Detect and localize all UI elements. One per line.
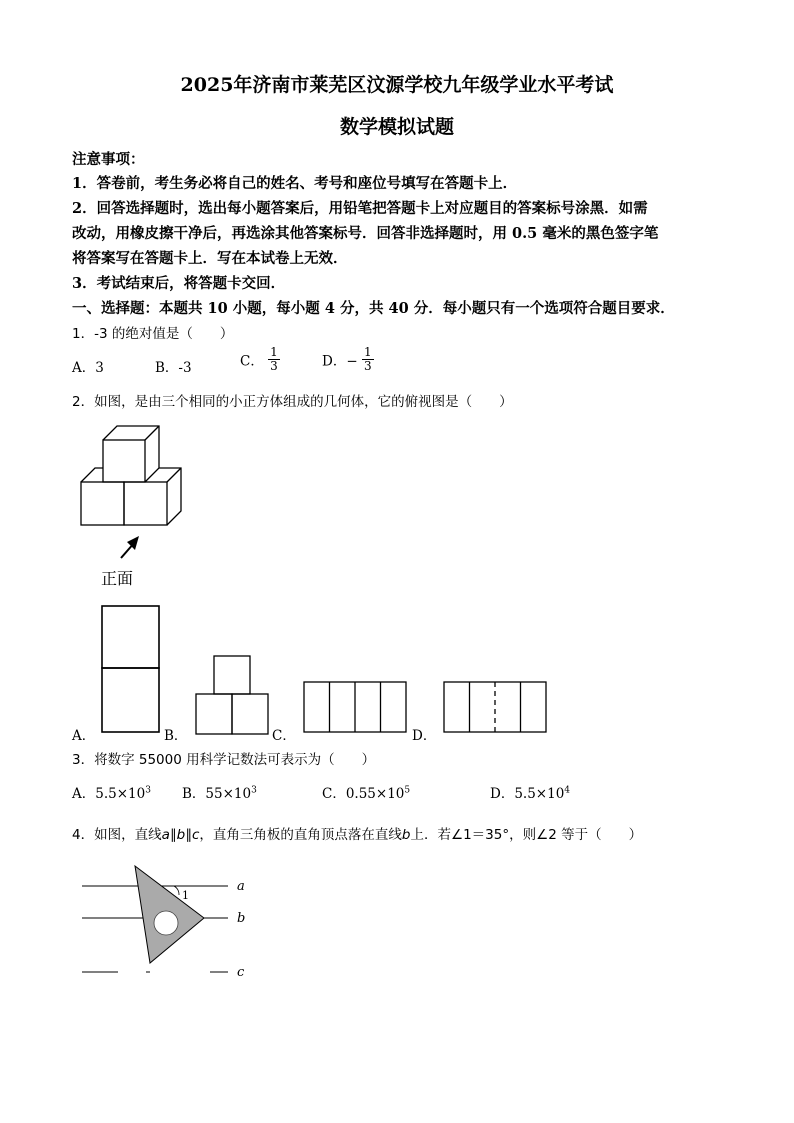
question-1-option-a: A．3 bbox=[72, 360, 104, 376]
question-3-stem: 3．将数字 55000 用科学记数法可表示为（ ） bbox=[72, 752, 376, 768]
line-b-symbol: b bbox=[176, 827, 186, 843]
option-c-base: C．0.55×10 bbox=[322, 786, 405, 802]
question-2-option-c: C． bbox=[272, 728, 296, 744]
option-a-base: A．5.5×10 bbox=[72, 786, 146, 802]
option-b-exponent: 3 bbox=[251, 785, 257, 796]
exam-subtitle: 数学模拟试题 bbox=[339, 116, 454, 138]
fraction-d bbox=[362, 346, 374, 373]
note-item-1: 1．答卷前，考生务必将自己的姓名、考号和座位号填写在答题卡上． bbox=[72, 175, 518, 192]
fraction-c-numerator: 1 bbox=[270, 345, 278, 359]
fraction-c bbox=[268, 346, 280, 373]
option-d-exponent: 4 bbox=[564, 785, 571, 796]
option-d-figure bbox=[442, 680, 550, 735]
note-item-2-line-3: 将答案写在答题卡上．写在本试卷上无效． bbox=[72, 250, 348, 267]
question-1-stem: 1．-3 的绝对值是（ ） bbox=[72, 326, 234, 342]
parallel-symbol-1: ∥ bbox=[169, 827, 177, 843]
note-item-3: 3．考试结束后，将答题卡交回． bbox=[72, 275, 286, 292]
fraction-d-numerator: 1 bbox=[363, 345, 372, 359]
option-b-figure bbox=[193, 655, 271, 735]
option-b-base: B．55×10 bbox=[182, 786, 252, 802]
question-3-option-b bbox=[182, 782, 257, 802]
section-1-heading: 一、选择题：本题共 10 小题，每小题 4 分，共 40 分．每小题只有一个选项符合题目要求． bbox=[72, 300, 675, 317]
question-3-option-d bbox=[490, 782, 570, 802]
stem-text-3: 上．若∠1＝35°，则∠2 等于（ ） bbox=[410, 827, 643, 843]
option-c-figure bbox=[302, 680, 410, 735]
fraction-d-denominator: 3 bbox=[363, 359, 372, 373]
parallel-lines-triangle-figure bbox=[78, 860, 268, 990]
arrow-icon bbox=[121, 536, 139, 558]
question-1-option-c bbox=[240, 346, 280, 373]
fraction-c-denominator: 3 bbox=[270, 359, 278, 373]
stem-text-1: 4．如图，直线 bbox=[72, 827, 162, 843]
question-2-option-a: A． bbox=[72, 728, 96, 744]
question-4-stem bbox=[72, 823, 642, 843]
option-d-base: D．5.5×10 bbox=[490, 786, 565, 802]
question-3-option-c bbox=[322, 782, 410, 802]
question-2-option-b: B． bbox=[164, 728, 188, 744]
line-b-label: b bbox=[237, 911, 246, 926]
option-c-exponent: 5 bbox=[404, 785, 411, 796]
option-a-figure bbox=[100, 605, 162, 735]
parallel-symbol-2: ∥ bbox=[185, 827, 192, 843]
line-c-label: c bbox=[237, 965, 245, 980]
notes-heading: 注意事项： bbox=[72, 151, 145, 168]
option-a-exponent: 3 bbox=[145, 785, 151, 796]
question-2-option-d: D． bbox=[412, 728, 437, 744]
question-1-option-d bbox=[322, 346, 374, 373]
exam-title: 2025年济南市莱芜区汶源学校九年级学业水平考试 bbox=[180, 74, 614, 96]
line-b-symbol-2: b bbox=[401, 827, 411, 843]
stem-text-2: ，直角三角板的直角顶点落在直线 bbox=[199, 827, 402, 843]
question-3-option-a bbox=[72, 782, 151, 802]
line-c-symbol: c bbox=[191, 827, 200, 843]
cube-stack-figure bbox=[75, 420, 195, 590]
front-view-label: 正面 bbox=[101, 569, 134, 588]
angle-1-label: 1 bbox=[182, 889, 189, 902]
question-2-stem: 2．如图，是由三个相同的小正方体组成的几何体，它的俯视图是（ ） bbox=[72, 394, 513, 410]
line-a-symbol: a bbox=[161, 827, 170, 843]
question-1-option-b: B．-3 bbox=[155, 360, 192, 376]
note-item-2-line-1: 2．回答选择题时，选出每小题答案后，用铅笔把答题卡上对应题目的答案标号涂黑．如需 bbox=[72, 200, 648, 217]
line-a-label: a bbox=[237, 879, 245, 894]
option-d-label: D．− bbox=[322, 353, 358, 370]
note-item-2-line-2: 改动，用橡皮擦干净后，再选涂其他答案标号．回答非选择题时，用 0.5 毫米的黑色签字笔 bbox=[72, 225, 659, 242]
option-c-label: C． bbox=[240, 353, 264, 370]
